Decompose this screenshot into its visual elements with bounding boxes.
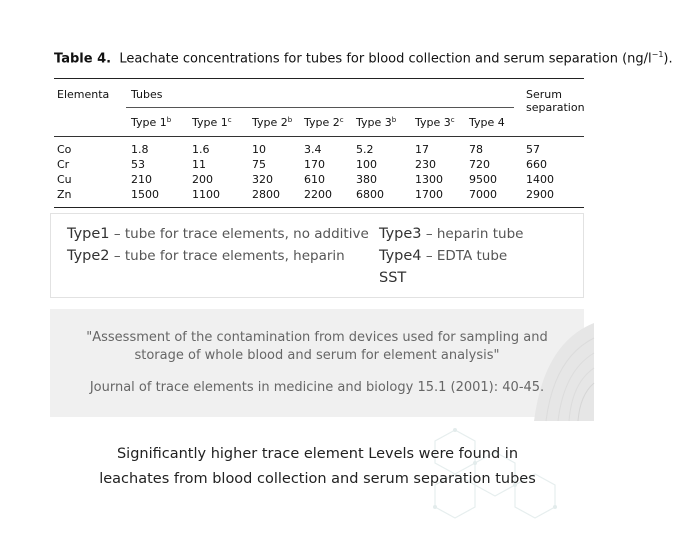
legend-item-type4: Type4 – EDTA tube: [379, 248, 508, 264]
table-cell: 11: [192, 158, 206, 171]
table-cell: 17: [415, 143, 429, 156]
table-bottom-rule: [54, 207, 584, 208]
table-cell-serum: 57: [526, 143, 540, 156]
table-cell: 3.4: [304, 143, 322, 156]
citation-journal: Journal of trace elements in medicine and biology 15.1 (2001): 40-45.: [89, 380, 545, 395]
table-cell: 2200: [304, 188, 332, 201]
table-cell: 320: [252, 173, 273, 186]
citation-title-line-2: storage of whole blood and serum for element analysis": [134, 348, 500, 363]
table-top-rule: [54, 78, 584, 79]
table-cell: 200: [192, 173, 213, 186]
table-caption: [54, 50, 673, 66]
legend-item-type2: Type2 – tube for trace elements, heparin: [67, 248, 345, 264]
conclusion-line-2: leachates from blood collection and serum separation tubes: [99, 471, 536, 487]
legend-item-sst: SST: [379, 270, 407, 286]
subheader-type3b: Type 3$^b$: [356, 116, 397, 129]
table-cell: 75: [252, 158, 266, 171]
citation-box: [50, 309, 584, 417]
tubes-subheader-rule: [126, 107, 514, 108]
table-caption-text: Leachate concentrations for tubes for blood collection and serum separation (ng/l: [119, 51, 652, 67]
table-cell: 1100: [192, 188, 220, 201]
subheader-type4: Type 4: [469, 116, 505, 129]
table-cell-serum: 2900: [526, 188, 554, 201]
table-caption-sup: −1: [651, 50, 664, 59]
subheader-type2b: Type 2$^b$: [252, 116, 293, 129]
table-row-element: Co: [57, 143, 72, 156]
table-cell: 610: [304, 173, 325, 186]
col-header-serum: Serum: [526, 88, 562, 101]
table-cell: 1500: [131, 188, 159, 201]
table-cell: 9500: [469, 173, 497, 186]
legend-item-type3: Type3 – heparin tube: [379, 226, 524, 242]
conclusion-line-1: Significantly higher trace element Levels were found in: [116, 446, 519, 462]
col-header-element: Elementa: [57, 88, 110, 101]
table-cell: 6800: [356, 188, 384, 201]
citation-title-line-1: "Assessment of the contamination from devices used for sampling and: [86, 330, 548, 345]
table-cell: 210: [131, 173, 152, 186]
table-row-element: Cr: [57, 158, 70, 171]
table-cell: 720: [469, 158, 490, 171]
table-cell: 1.8: [131, 143, 149, 156]
header-bottom-rule: [54, 136, 584, 137]
table-cell: 5.2: [356, 143, 374, 156]
subheader-type1b: Type 1$^b$: [131, 116, 172, 129]
table-caption-end: ).: [663, 51, 673, 67]
table-cell: 230: [415, 158, 436, 171]
table-cell: 1700: [415, 188, 443, 201]
table-cell: 10: [252, 143, 266, 156]
legend-box: [50, 213, 584, 298]
col-header-serum-2: separation: [526, 101, 585, 114]
table-cell: 53: [131, 158, 145, 171]
table-cell: 170: [304, 158, 325, 171]
table-cell: 100: [356, 158, 377, 171]
table-cell-serum: 1400: [526, 173, 554, 186]
table-cell: 380: [356, 173, 377, 186]
legend-item-type1: Type1 – tube for trace elements, no additive: [67, 226, 369, 242]
subheader-type2c: Type 2$^c$: [304, 116, 344, 129]
table-cell: 1300: [415, 173, 443, 186]
subheader-type3c: Type 3$^c$: [415, 116, 455, 129]
table-row-element: Zn: [57, 188, 72, 201]
table-cell-serum: 660: [526, 158, 547, 171]
table-row-element: Cu: [57, 173, 72, 186]
table-cell: 2800: [252, 188, 280, 201]
col-header-tubes: Tubes: [131, 88, 163, 101]
open-book-decoration-icon: [474, 303, 594, 423]
table-cell: 1.6: [192, 143, 210, 156]
subheader-type1c: Type 1$^c$: [192, 116, 232, 129]
table-caption-label: Table 4.: [54, 51, 112, 67]
table-cell: 7000: [469, 188, 497, 201]
table-cell: 78: [469, 143, 483, 156]
